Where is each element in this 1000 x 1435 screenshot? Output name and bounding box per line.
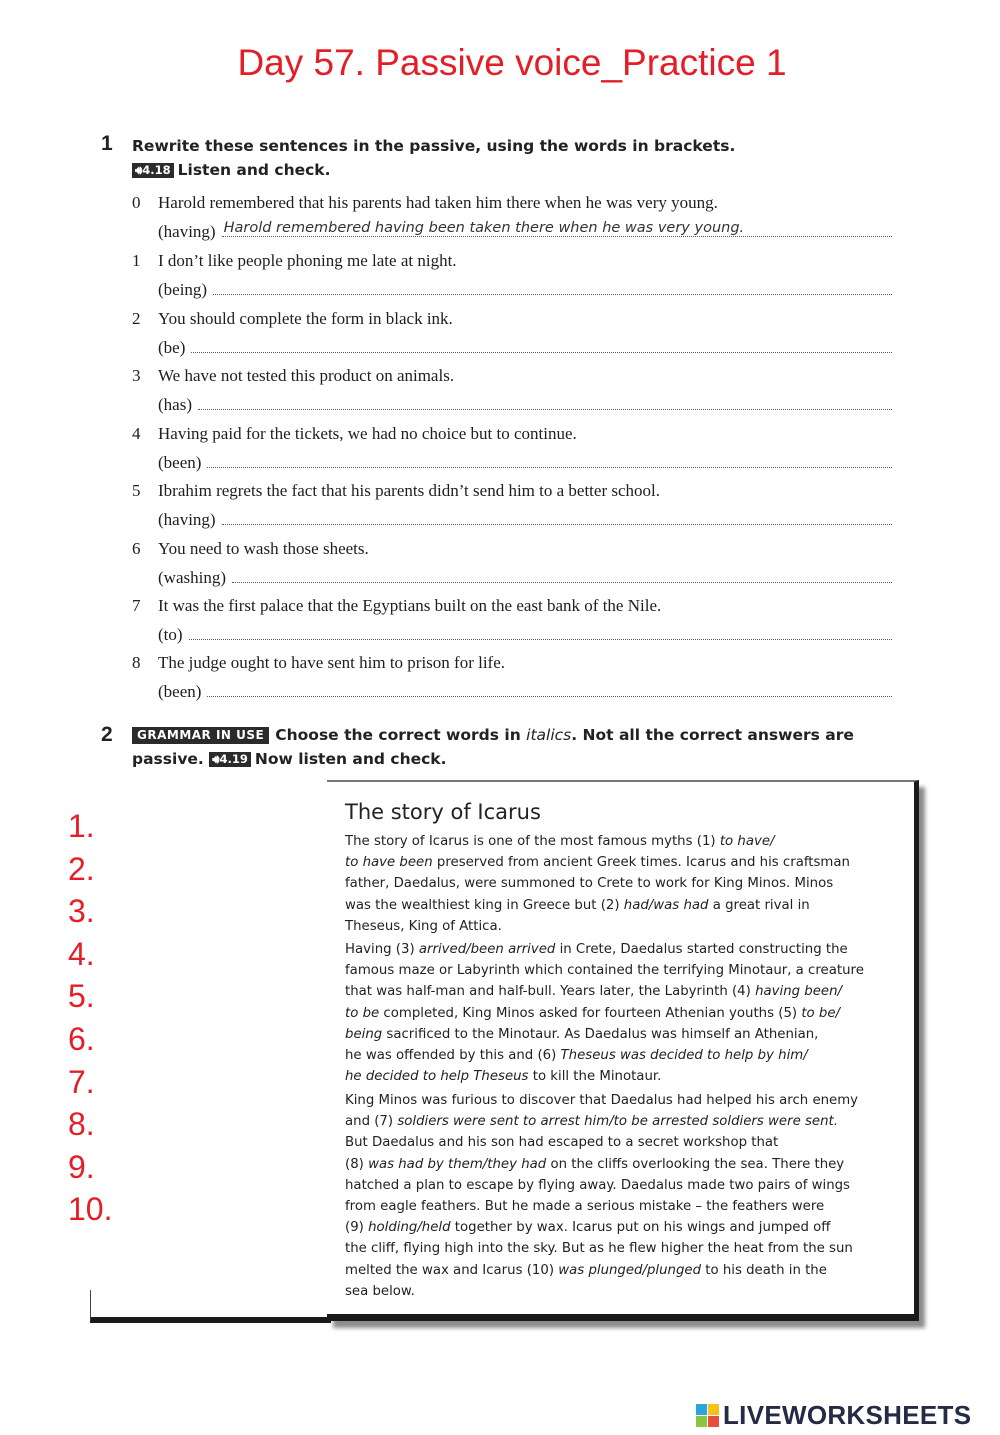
answer-line[interactable] [222, 510, 892, 525]
exercise-item [132, 251, 892, 307]
exercise-item [132, 481, 892, 537]
answer-row [158, 280, 892, 300]
story-line: to have been preserved from ancient Greek times. Icarus and his craftsman [345, 855, 850, 871]
exercise-item [132, 596, 892, 652]
item-number: 3 [132, 366, 141, 385]
story-line: was the wealthiest king in Greece but (2) had/was had a great rival in [345, 897, 810, 913]
story-line: melted the wax and Icarus (10) was plunged/plunged to his death in the [345, 1262, 827, 1278]
answer-number-2: 2. [68, 850, 95, 887]
story-box [327, 780, 919, 1321]
liveworksheets-brand [696, 1400, 971, 1431]
story-line: father, Daedalus, were summoned to Crete to work for King Minos. Minos [345, 876, 834, 892]
story-line: Having (3) arrived/been arrived in Crete, Daedalus started constructing the [345, 942, 848, 957]
story-line: sea below. [345, 1283, 415, 1299]
item-keyword: (having) [158, 222, 216, 241]
item-keyword: (been) [158, 682, 202, 701]
story-paragraph-1 [345, 831, 905, 937]
item-sentence: We have not tested this product on animals. [158, 366, 455, 385]
story-line: famous maze or Labyrinth which contained the terrifying Minotaur, a creature [345, 963, 864, 979]
story-line: that was half-man and half-bull. Years later, the Labyrinth (4) having been/ [345, 984, 843, 1000]
audio-track-badge-2[interactable]: 🔊︎4.19 [209, 752, 251, 767]
item-keyword: (been) [158, 453, 202, 472]
item-number: 5 [132, 481, 141, 500]
item-number: 2 [132, 309, 141, 328]
story-line: The story of Icarus is one of the most famous myths (1) to have/ [345, 834, 775, 849]
item-number: 4 [132, 424, 141, 443]
story-line: and (7) soldiers were sent to arrest him/to be arrested soldiers were sent. [345, 1114, 838, 1130]
answer-number-5: 5. [68, 978, 95, 1015]
answer-row [158, 510, 892, 530]
answer-number-4: 4. [68, 935, 95, 972]
logo-square [696, 1416, 707, 1427]
answer-row [158, 395, 892, 415]
speaker-icon: 🔊︎ [212, 752, 220, 766]
item-sentence: Ibrahim regrets the fact that his parents didn’t send him to a better school. [158, 481, 660, 500]
item-number: 0 [132, 193, 141, 212]
logo-square [708, 1416, 719, 1427]
answer-row [158, 682, 892, 702]
answer-row [158, 568, 892, 588]
story-paragraph-2 [345, 939, 905, 1087]
story-line: from eagle feathers. But he made a serious mistake – the feathers were [345, 1199, 825, 1215]
item-sentence: You need to wash those sheets. [158, 539, 369, 558]
grammar-in-use-badge: GRAMMAR IN USE [132, 727, 269, 744]
story-line: being sacrificed to the Minotaur. As Daedalus was himself an Athenian, [345, 1026, 819, 1042]
answer-number-10: 10. [68, 1191, 113, 1228]
item-keyword: (has) [158, 395, 192, 414]
speaker-icon: 🔊︎ [135, 163, 143, 177]
item-keyword: (to) [158, 625, 183, 644]
item-number: 1 [132, 251, 141, 270]
exercise-1-instruction-text: Rewrite these sentences in the passive, using the words in brackets. [132, 137, 736, 155]
listen-text: Listen and check. [177, 161, 331, 179]
brand-name: LIVEWORKSHEETS [723, 1400, 972, 1430]
story-line: King Minos was furious to discover that Daedalus had helped his arch enemy [345, 1093, 859, 1108]
exercise-1-listen-line [132, 158, 892, 182]
answer-row [158, 338, 892, 358]
story-line: (8) was had by them/they had on the cliffs overlooking the sea. There they [345, 1156, 845, 1172]
item-sentence: Harold remembered that his parents had taken him there when he was very young. [158, 193, 718, 212]
exercise-item [132, 539, 892, 595]
story-line: the cliff, flying high into the sky. But as he flew higher the heat from the sun [345, 1241, 853, 1257]
story-line: he was offended by this and (6) Theseus was decided to help by him/ [345, 1048, 808, 1064]
item-sentence: I don’t like people phoning me late at night. [158, 251, 457, 270]
exercise-item [132, 366, 892, 422]
answer-line[interactable] [213, 280, 892, 295]
item-sentence: You should complete the form in black ink. [158, 309, 453, 328]
answer-row [158, 625, 892, 645]
answer-number-6: 6. [68, 1021, 95, 1057]
liveworksheets-logo-icon [696, 1404, 719, 1427]
story-title: The story of Icarus [345, 800, 541, 824]
answer-number-3: 3. [68, 893, 95, 930]
story-line: he decided to help Theseus to kill the Minotaur. [345, 1069, 662, 1085]
answer-line[interactable] [222, 222, 892, 237]
answer-text: Harold remembered having been taken there when he was very young. [223, 220, 745, 236]
answer-line[interactable] [198, 395, 892, 410]
answer-number-1: 1. [68, 808, 95, 844]
item-sentence: It was the first palace that the Egyptians built on the east bank of the Nile. [158, 596, 662, 615]
answer-line[interactable] [232, 568, 892, 583]
story-line: Theseus, King of Attica. [345, 918, 502, 934]
item-keyword: (washing) [158, 568, 226, 587]
answer-line[interactable] [189, 625, 892, 640]
answer-line[interactable] [191, 338, 892, 353]
logo-square [696, 1404, 707, 1415]
exercise-item [132, 309, 892, 365]
item-keyword: (be) [158, 338, 186, 357]
audio-track-badge[interactable]: 🔊︎4.18 [132, 163, 174, 178]
listen-text-2: Now listen and check. [254, 750, 447, 768]
item-keyword: (having) [158, 510, 216, 529]
story-line: But Daedalus and his son had escaped to a secret workshop that [345, 1135, 779, 1151]
exercise-2-number: 2 [101, 723, 113, 746]
answer-number-9: 9. [68, 1148, 95, 1185]
item-number: 7 [132, 596, 141, 615]
exercise-1-instructions [132, 134, 892, 182]
item-sentence: The judge ought to have sent him to prison for life. [158, 653, 506, 672]
exercise-2-instructions: GRAMMAR IN USE Choose the correct words in italics. Not all the correct answers are passive. 🔊︎4.19 Now listen and check. [132, 726, 854, 768]
answer-row [158, 453, 892, 473]
story-line: hatched a plan to escape by flying away. Daedalus made two pairs of wings [345, 1177, 850, 1193]
item-number: 8 [132, 653, 141, 672]
answer-number-7: 7. [68, 1063, 95, 1100]
exercise-item [132, 424, 892, 480]
worksheet-title: Day 57. Passive voice_Practice 1 [237, 42, 787, 83]
answer-row [158, 222, 892, 242]
item-keyword: (being) [158, 280, 208, 299]
box-corner-rule [90, 1290, 331, 1323]
exercise-1-number: 1 [101, 132, 113, 155]
story-line: (9) holding/held together by wax. Icarus put on his wings and jumped off [345, 1220, 831, 1236]
exercise-item [132, 653, 892, 709]
item-sentence: Having paid for the tickets, we had no choice but to continue. [158, 424, 577, 443]
logo-square [708, 1404, 719, 1415]
story-paragraph-3 [345, 1090, 905, 1302]
answer-line[interactable] [207, 453, 892, 468]
item-number: 6 [132, 539, 141, 558]
answer-line[interactable] [207, 682, 892, 697]
exercise-item [132, 193, 892, 249]
answer-number-8: 8. [68, 1106, 95, 1143]
story-line: to be completed, King Minos asked for fourteen Athenian youths (5) to be/ [345, 1005, 841, 1021]
